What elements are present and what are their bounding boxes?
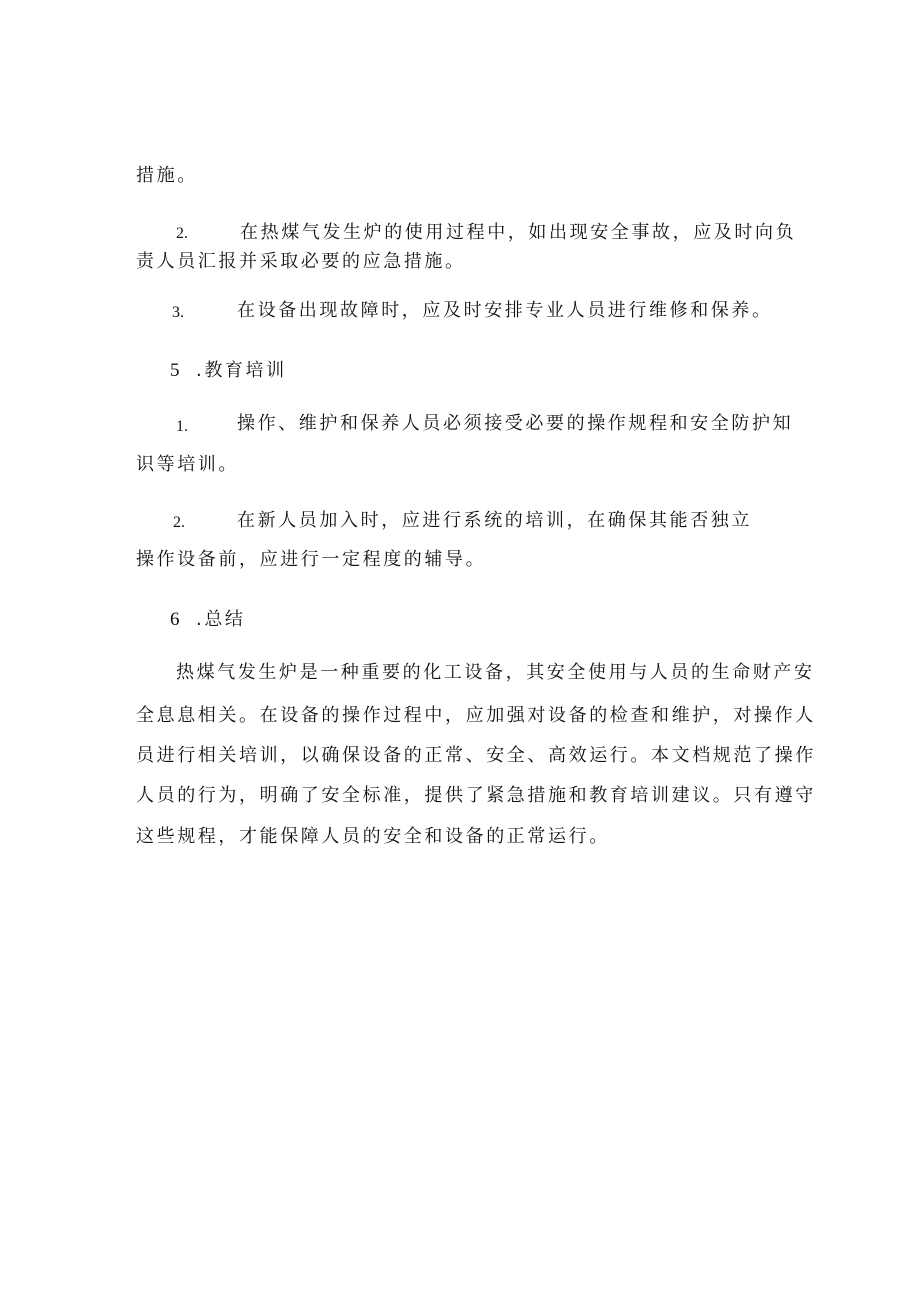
section-6-title: .总结: [196, 609, 246, 630]
summary-paragraph-line: 全息息相关。在设备的操作过程中，应加强对设备的检查和维护，对操作人: [136, 705, 816, 726]
list-item-number: 2.: [173, 514, 185, 531]
intro-tail-text: 措施。: [136, 165, 198, 186]
summary-paragraph-line: 人员的行为，明确了安全标准，提供了紧急措施和教育培训建议。只有遵守: [136, 785, 816, 806]
summary-paragraph-line: 热煤气发生炉是一种重要的化工设备，其安全使用与人员的生命财产安: [176, 662, 815, 683]
list-item-text: 操作、维护和保养人员必须接受必要的操作规程和安全防护知: [237, 413, 794, 434]
section-6-number: 6: [170, 609, 180, 630]
list-item-text-continuation: 责人员汇报并采取必要的应急措施。: [136, 251, 466, 272]
list-item-number: 3.: [172, 304, 184, 321]
summary-paragraph-line: 这些规程，才能保障人员的安全和设备的正常运行。: [136, 826, 610, 847]
list-item-text-continuation: 识等培训。: [136, 454, 239, 475]
list-item-text: 在新人员加入时，应进行系统的培训，在确保其能否独立: [237, 510, 752, 531]
list-item-number: 2.: [176, 225, 188, 242]
list-item-number: 1.: [176, 418, 188, 435]
list-item-text: 在设备出现故障时，应及时安排专业人员进行维修和保养。: [237, 300, 773, 321]
section-5-number: 5: [170, 360, 180, 381]
list-item-text: 在热煤气发生炉的使用过程中，如出现安全事故，应及时向负: [240, 222, 797, 243]
section-5-title: .教育培训: [196, 360, 287, 381]
list-item-text-continuation: 操作设备前，应进行一定程度的辅导。: [136, 549, 487, 570]
summary-paragraph-line: 员进行相关培训，以确保设备的正常、安全、高效运行。本文档规范了操作: [136, 745, 816, 766]
